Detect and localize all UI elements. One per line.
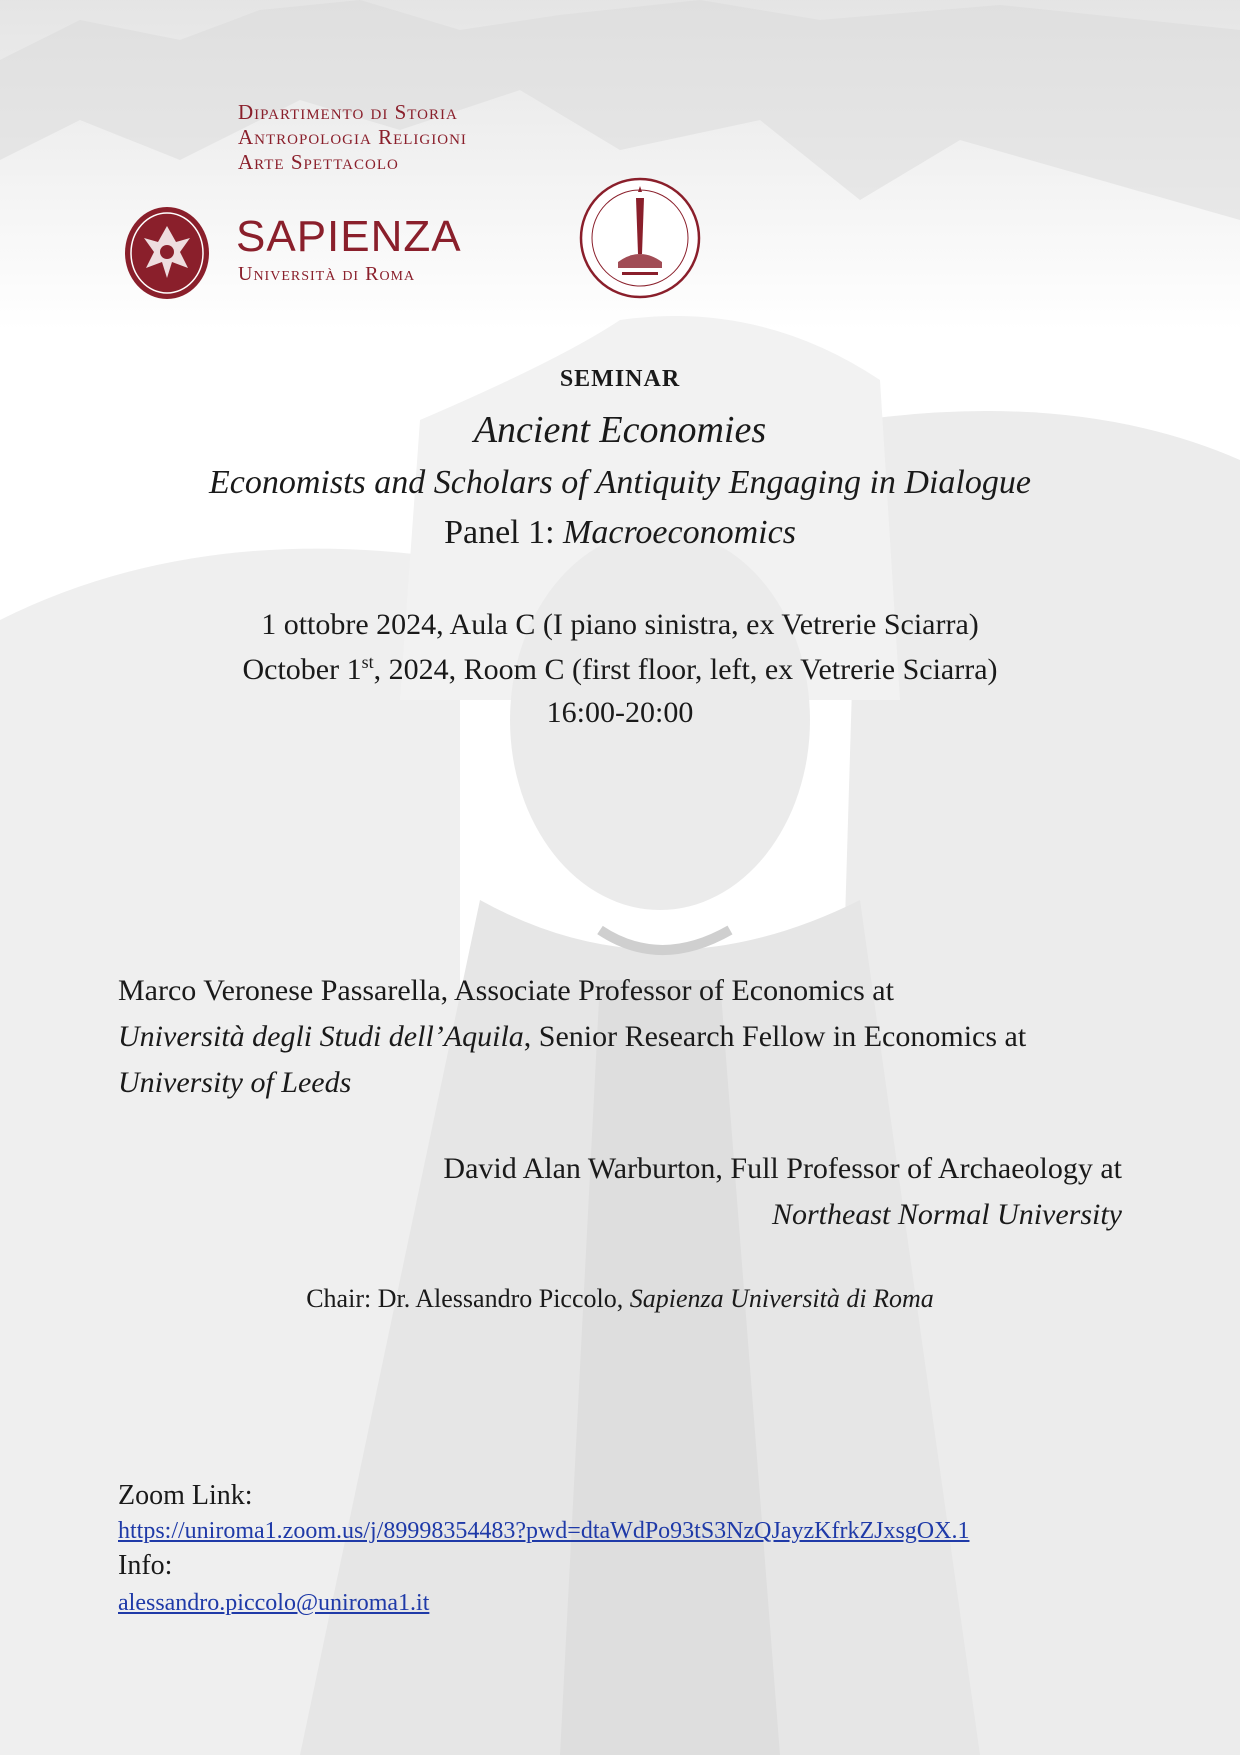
panel-prefix: Panel 1: [444, 514, 555, 551]
speaker-1 [118, 968, 1078, 1106]
chair [0, 1284, 1240, 1314]
date-english-rest: , 2024, Room C (first floor, left, ex Vetrerie Sciarra) [373, 653, 998, 686]
date-italian: 1 ottobre 2024, Aula C (I piano sinistra, ex Vetrerie Sciarra) [261, 608, 979, 641]
panel-title [0, 514, 1240, 552]
zoom-label: Zoom Link: [118, 1480, 253, 1511]
institute-seal-logo [578, 176, 702, 300]
department-line: Antropologia Religioni [238, 125, 467, 149]
speaker-2 [200, 1146, 1122, 1238]
seminar-title: Ancient Economies [473, 409, 767, 451]
sapienza-seal-logo [124, 206, 210, 300]
chair-affiliation: Sapienza Università di Roma [629, 1284, 934, 1313]
zoom-link[interactable]: https://uniroma1.zoom.us/j/89998354483?pwd=dtaWdPo93tS3NzQJayzKfrkZJxsgOX.1 [118, 1518, 970, 1544]
email-link[interactable]: alessandro.piccolo@uniroma1.it [118, 1590, 430, 1616]
speaker-2-affiliation: Northeast Normal University [772, 1198, 1122, 1231]
speaker-1-affiliation-2: University of Leeds [118, 1066, 352, 1099]
department-name [238, 100, 467, 175]
university-subtitle: Università di Roma [238, 263, 416, 285]
date-english [0, 652, 1240, 687]
speaker-1-affiliation: Università degli Studi dell’Aquila [118, 1020, 524, 1053]
seminar-label: SEMINAR [559, 366, 681, 392]
department-line: Arte Spettacolo [238, 150, 399, 174]
date-english-day: October 1 [242, 653, 362, 686]
chair-name: Chair: Dr. Alessandro Piccolo, [306, 1284, 630, 1313]
department-line: Dipartimento di Storia [238, 100, 458, 124]
speaker-1-name-role: Marco Veronese Passarella, Associate Professor of Economics at [118, 974, 894, 1007]
event-time: 16:00-20:00 [546, 696, 694, 729]
info-label: Info: [118, 1550, 173, 1581]
university-name: SAPIENZA [236, 212, 462, 261]
panel-topic: Macroeconomics [563, 514, 796, 551]
speaker-2-name-role: David Alan Warburton, Full Professor of Archaeology at [443, 1152, 1122, 1185]
date-english-suffix: st [361, 652, 374, 672]
seminar-subtitle: Economists and Scholars of Antiquity Engaging in Dialogue [209, 464, 1031, 501]
speaker-1-role-2: , Senior Research Fellow in Economics at [523, 1020, 1027, 1053]
